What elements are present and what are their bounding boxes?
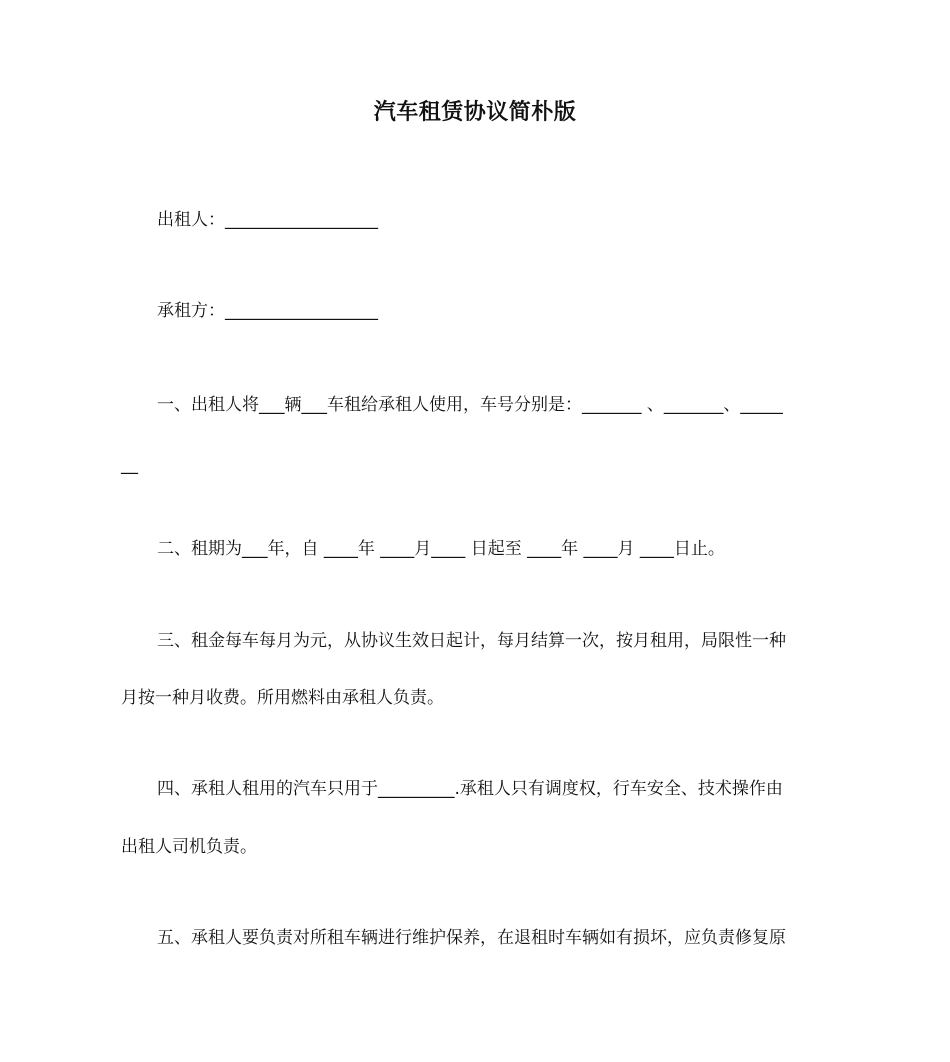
document-title: 汽车租赁协议简朴版 [373,100,577,125]
clause-4-line-2: 出租人司机负责。 [121,837,257,857]
clause-3-line-1: 三、租金每车每月为元，从协议生效日起计，每月结算一次，按月租用，局限性一种 [157,631,786,651]
clause-3-line-2: 月按一种月收费。所用燃料由承租人负责。 [121,688,444,708]
lessee-line: 承租方：__________________ [157,301,378,321]
clause-2-line-1: 二、租期为___年，自 ____年 ____月____ 日起至 ____年 ____月 ____日止。 [157,539,725,559]
clause-1-line-2: __ [121,455,138,475]
clause-5-line-1: 五、承租人要负责对所租车辆进行维护保养，在退租时车辆如有损坏，应负责修复原 [157,928,786,948]
clause-4-line-1: 四、承租人租用的汽车只用于_________.承租人只有调度权，行车安全、技术操作由 [157,779,783,799]
lessor-line: 出租人：__________________ [157,210,378,230]
clause-1-line-1: 一、出租人将___辆___车租给承租人使用，车号分别是：_______ 、_______、_____ [157,395,783,415]
